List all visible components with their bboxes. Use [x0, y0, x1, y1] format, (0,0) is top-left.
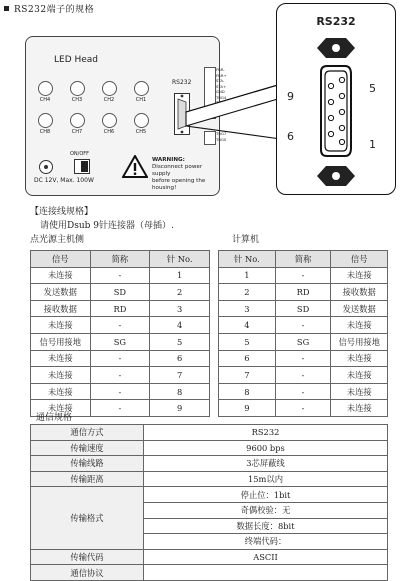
led-head-label: LED Head: [54, 55, 99, 65]
spec-section-title: 通信规格: [36, 413, 73, 423]
header-signal: 信号: [31, 251, 91, 268]
table-row: 7 - 未连接: [219, 367, 388, 384]
ch1-label: CH1: [135, 97, 147, 103]
zoom-title: RS232: [316, 15, 356, 28]
table-row: 未连接 - 6: [31, 350, 210, 367]
host-side-table: [30, 250, 210, 417]
header-abbr: 简称: [90, 251, 150, 268]
left-table-caption: 点光源主机侧: [30, 235, 85, 245]
page-title: RS232端子的规格: [4, 2, 94, 15]
table-row: 传输速度 9600 bps: [31, 440, 388, 456]
table-row: 未连接 - 8: [31, 383, 210, 400]
rs232-label: RS232: [172, 79, 192, 86]
header-pin: 针 No.: [150, 251, 210, 268]
table-row: 5 SG 信号用接地: [219, 333, 388, 350]
table-row: 传输格式 停止位：1bit: [31, 487, 388, 503]
terminal-labels: FRR- FRR+ STA- STA+ GND TRG4: [216, 67, 227, 100]
header-pin: 针 No.: [219, 251, 276, 268]
table-row: 接收数据 RD 3: [31, 300, 210, 317]
pin-6-label: 6: [287, 130, 294, 143]
pin-5-label: 5: [369, 82, 376, 95]
computer-side-table: [218, 250, 388, 417]
ch7-label: CH7: [71, 129, 83, 135]
communication-spec-table: [30, 424, 388, 581]
table-row: 4 - 未连接: [219, 317, 388, 334]
header-abbr: 简称: [275, 251, 331, 268]
pin-9-label: 9: [287, 90, 294, 103]
table-row: 未连接 - 9: [31, 400, 210, 417]
table-row: 通信协议: [31, 565, 388, 581]
db9-enlarged-icon: [305, 30, 367, 190]
switch-label: ON/OFF: [70, 151, 90, 157]
connection-note: 请使用Dsub 9针连接器（母插）.: [40, 221, 174, 231]
table-row: 未连接 - 1: [31, 267, 210, 284]
ch2-label: CH2: [103, 97, 115, 103]
table-row: 1 - 未连接: [219, 267, 388, 284]
table-row: 信号用接地 SG 5: [31, 333, 210, 350]
ch3-label: CH3: [71, 97, 83, 103]
pin-1-label: 1: [369, 138, 376, 151]
table-row: 通信方式 RS232: [31, 425, 388, 441]
ch6-label: CH6: [103, 129, 115, 135]
table-row: 数据长度：8bit: [31, 518, 388, 534]
table-row: 未连接 - 4: [31, 317, 210, 334]
table-row: 8 - 未连接: [219, 383, 388, 400]
ch8-label: CH8: [39, 129, 51, 135]
table-row: 未连接 - 7: [31, 367, 210, 384]
table-row: 发送数据 SD 2: [31, 284, 210, 301]
ch4-label: CH4: [39, 97, 51, 103]
table-row: 传输距离 15m以内: [31, 471, 388, 487]
terminal-labels-bottom: TRG7 TRG0: [216, 131, 227, 142]
table-row: 终端代码：: [31, 534, 388, 550]
warning-text: WARNING: Disconnect power supply before opening the housing!: [152, 157, 206, 191]
table-row: 传输代码 ASCII: [31, 549, 388, 565]
table-row: 3 SD 发送数据: [219, 300, 388, 317]
power-label: DC 12V, Max. 100W: [34, 177, 94, 184]
rs232-zoom-panel: [276, 3, 396, 195]
table-row: 奇偶校验：无: [31, 502, 388, 518]
header-signal: 信号: [331, 251, 388, 268]
connection-section-title: 【连接线规格】: [30, 207, 94, 217]
table-row: 2 RD 接收数据: [219, 284, 388, 301]
ch5-label: CH5: [135, 129, 147, 135]
right-table-caption: 计算机: [232, 235, 260, 245]
table-row: 9 - 未连接: [219, 400, 388, 417]
table-row: 传输线路 3芯屏蔽线: [31, 456, 388, 472]
table-row: 6 - 未连接: [219, 350, 388, 367]
